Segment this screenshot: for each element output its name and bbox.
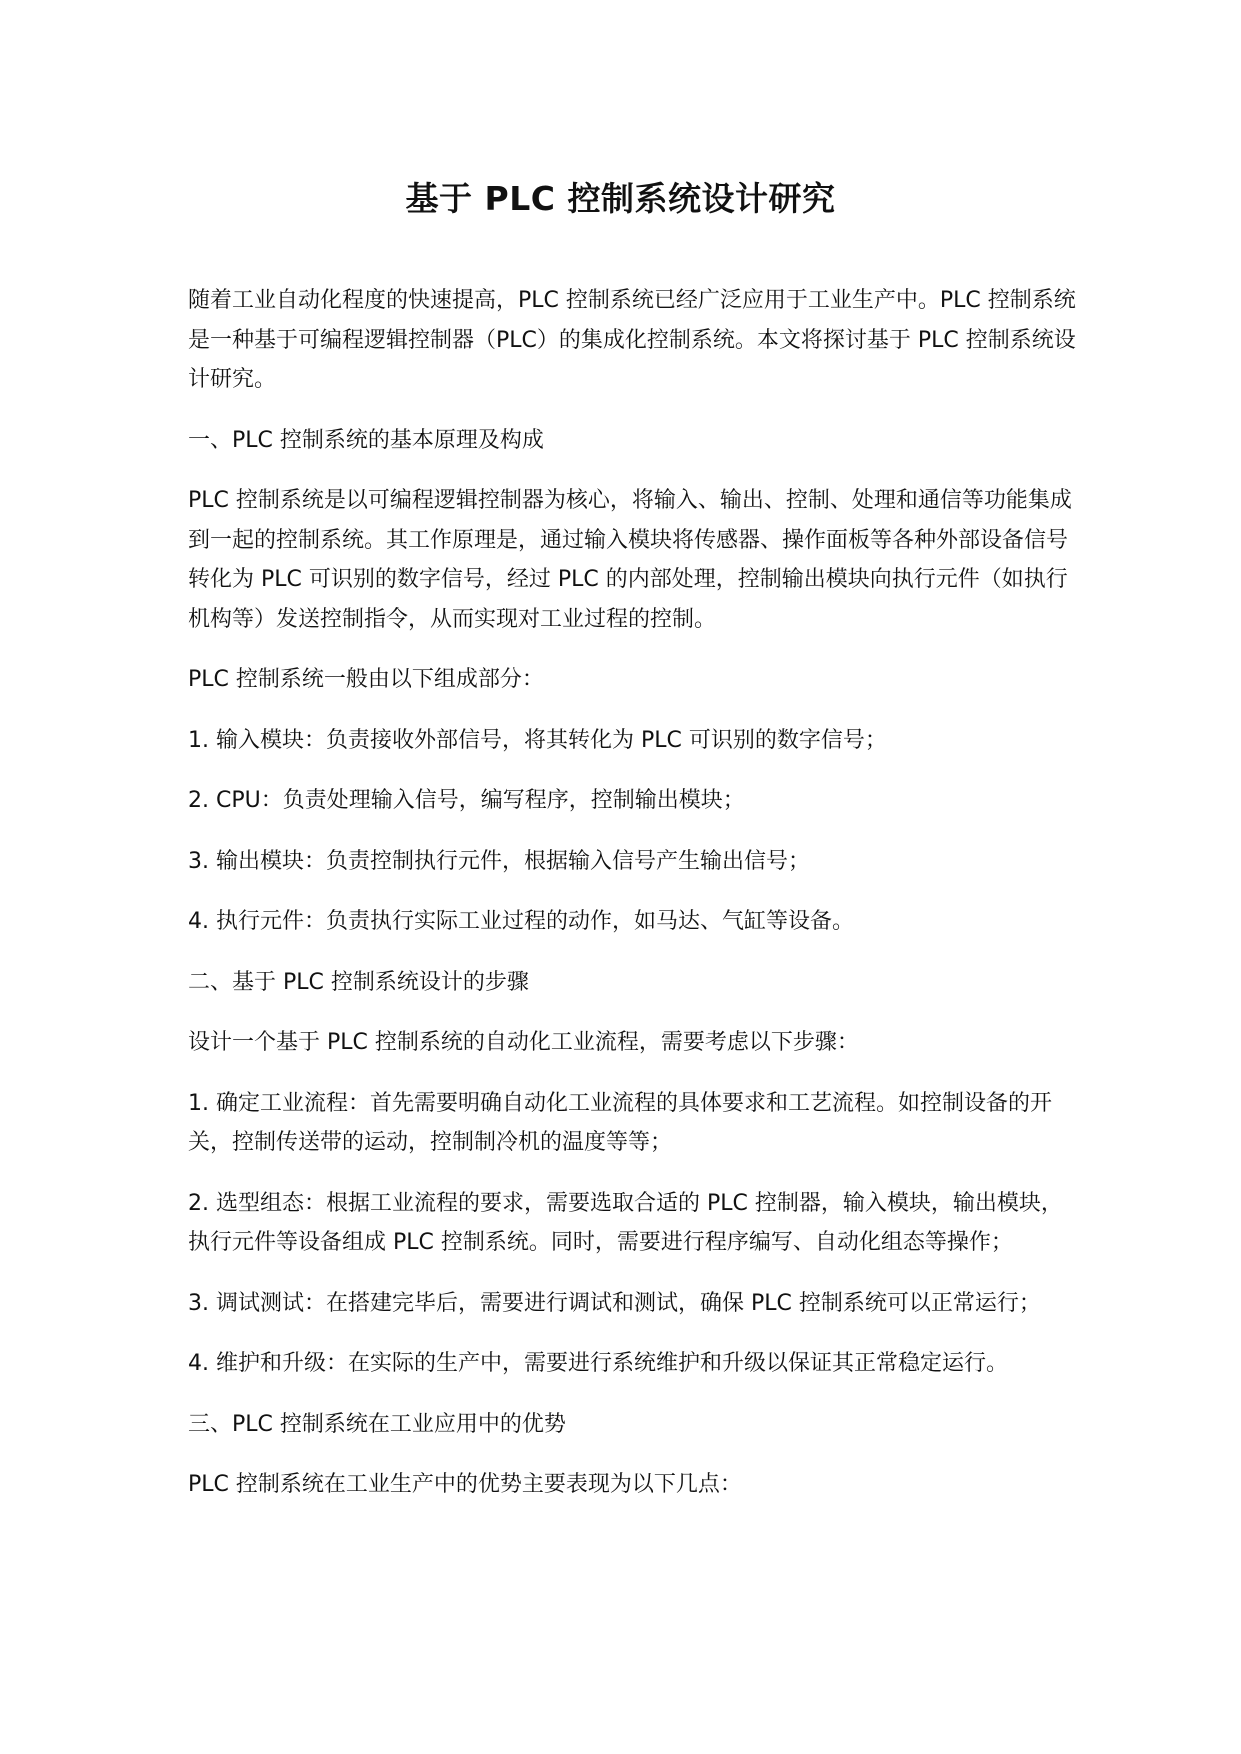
- section-heading-1: 一、PLC 控制系统的基本原理及构成: [188, 427, 544, 453]
- list-item: 2. 选型组态：根据工业流程的要求，需要选取合适的 PLC 控制器，输入模块，输出模块，执行元件等设备组成 PLC 控制系统。同时，需要进行程序编写、自动化组态等操作；: [188, 1190, 1063, 1255]
- document-title: 基于 PLC 控制系统设计研究: [405, 179, 836, 218]
- components-intro: PLC 控制系统一般由以下组成部分：: [188, 667, 544, 692]
- list-item: 1. 输入模块：负责接收外部信号，将其转化为 PLC 可识别的数字信号；: [188, 727, 887, 753]
- section-heading-2: 二、基于 PLC 控制系统设计的步骤: [188, 969, 529, 995]
- section-heading-3: 三、PLC 控制系统在工业应用中的优势: [188, 1411, 566, 1437]
- advantages-intro: PLC 控制系统在工业生产中的优势主要表现为以下几点：: [188, 1472, 742, 1497]
- list-item: 4. 执行元件：负责执行实际工业过程的动作，如马达、气缸等设备。: [188, 909, 854, 934]
- list-item: 4. 维护和升级：在实际的生产中，需要进行系统维护和升级以保证其正常稳定运行。: [188, 1351, 1008, 1376]
- principle-paragraph: PLC 控制系统是以可编程逻辑控制器为核心，将输入、输出、控制、处理和通信等功能集成到一起的控制系统。其工作原理是，通过输入模块将传感器、操作面板等各种外部设备信号转化为 PLC 可识别的数字信号，经过 PLC 的内部处理，控制输出模块向执行元件（如执行机构等）发送控制指令，从而实现对工业过程的控制。: [188, 488, 1072, 632]
- list-item: 2. CPU：负责处理输入信号，编写程序，控制输出模块；: [188, 788, 745, 813]
- list-item: 1. 确定工业流程：首先需要明确自动化工业流程的具体要求和工艺流程。如控制设备的开关，控制传送带的运动，控制制冷机的温度等等；: [188, 1090, 1052, 1155]
- list-item: 3. 调试测试：在搭建完毕后，需要进行调试和测试，确保 PLC 控制系统可以正常运行；: [188, 1290, 1041, 1316]
- steps-intro: 设计一个基于 PLC 控制系统的自动化工业流程，需要考虑以下步骤：: [188, 1030, 859, 1055]
- document-body: [188, 281, 1078, 1526]
- intro-paragraph: 随着工业自动化程度的快速提高，PLC 控制系统已经广泛应用于工业生产中。PLC 控制系统是一种基于可编程逻辑控制器（PLC）的集成化控制系统。本文将探讨基于 PLC 控制系统设计研究。: [188, 288, 1076, 392]
- list-item: 3. 输出模块：负责控制执行元件，根据输入信号产生输出信号；: [188, 848, 810, 874]
